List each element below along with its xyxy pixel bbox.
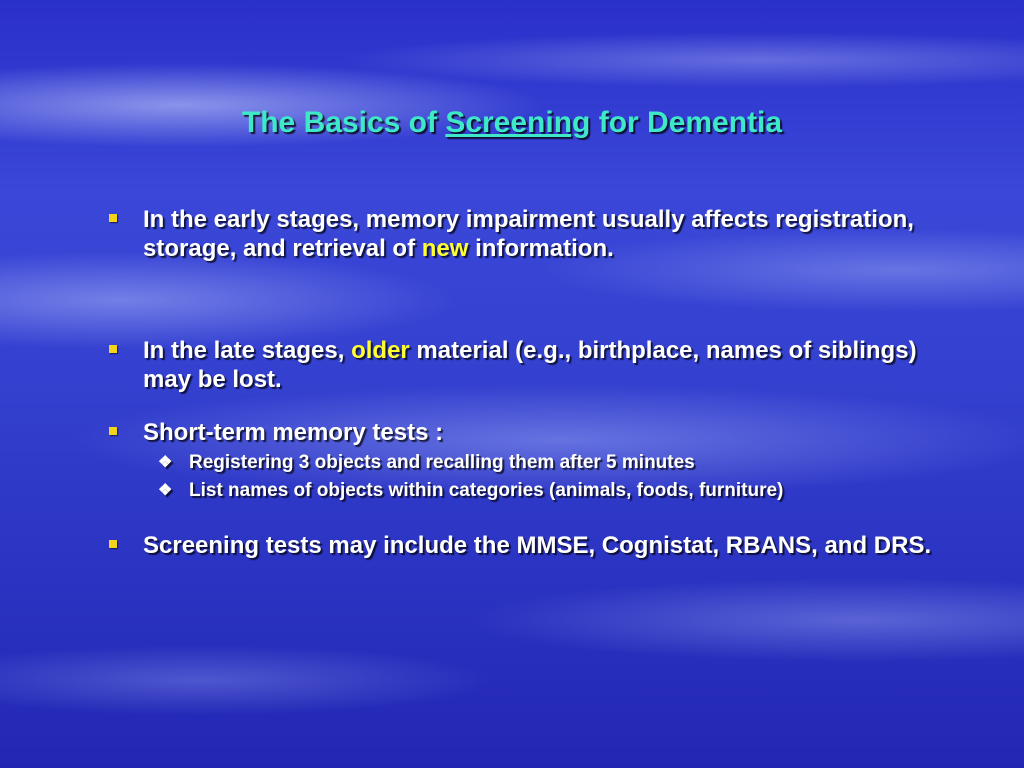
square-bullet-icon	[109, 345, 117, 353]
highlight-new: new	[421, 235, 469, 262]
highlight-older: older	[351, 337, 410, 364]
bullet-text: In the late stages,	[143, 337, 352, 364]
bullet-list	[106, 205, 956, 560]
sub-bullet-text: Registering 3 objects and recalling them after 5 minutes	[189, 452, 695, 473]
bullet-text: Screening tests may include the MMSE, Cognistat, RBANS, and DRS.	[143, 532, 932, 559]
bullet-text-end: material (e.g., birthplace, names of siblings) may be lost.	[143, 337, 917, 393]
four-diamond-bullet-icon: ❖	[158, 482, 173, 499]
bullet-text-end: information.	[468, 235, 614, 262]
title-text-start: The Basics of	[241, 106, 446, 139]
slide-title	[0, 106, 1024, 140]
bullet-text: In the early stages, memory impairment usually affects registration, storage, and retrieval of	[143, 206, 914, 262]
bullet-text: Short-term memory tests :	[143, 419, 444, 446]
sub-bullet-list	[106, 449, 956, 505]
four-diamond-bullet-icon: ❖	[158, 454, 173, 471]
bullet-late-stages	[106, 336, 956, 394]
square-bullet-icon	[109, 214, 117, 222]
title-text-end: for Dementia	[590, 106, 783, 139]
bullet-early-stages	[106, 205, 956, 263]
sub-bullet-registering	[106, 449, 956, 477]
title-screening-link[interactable]: Screening	[445, 106, 591, 139]
square-bullet-icon	[109, 540, 117, 548]
bullet-short-term-tests	[106, 418, 956, 447]
square-bullet-icon	[109, 427, 117, 435]
sub-bullet-list-names	[106, 477, 956, 505]
sub-bullet-text: List names of objects within categories (animals, foods, furniture)	[189, 480, 784, 501]
bullet-screening-tests	[106, 531, 956, 560]
